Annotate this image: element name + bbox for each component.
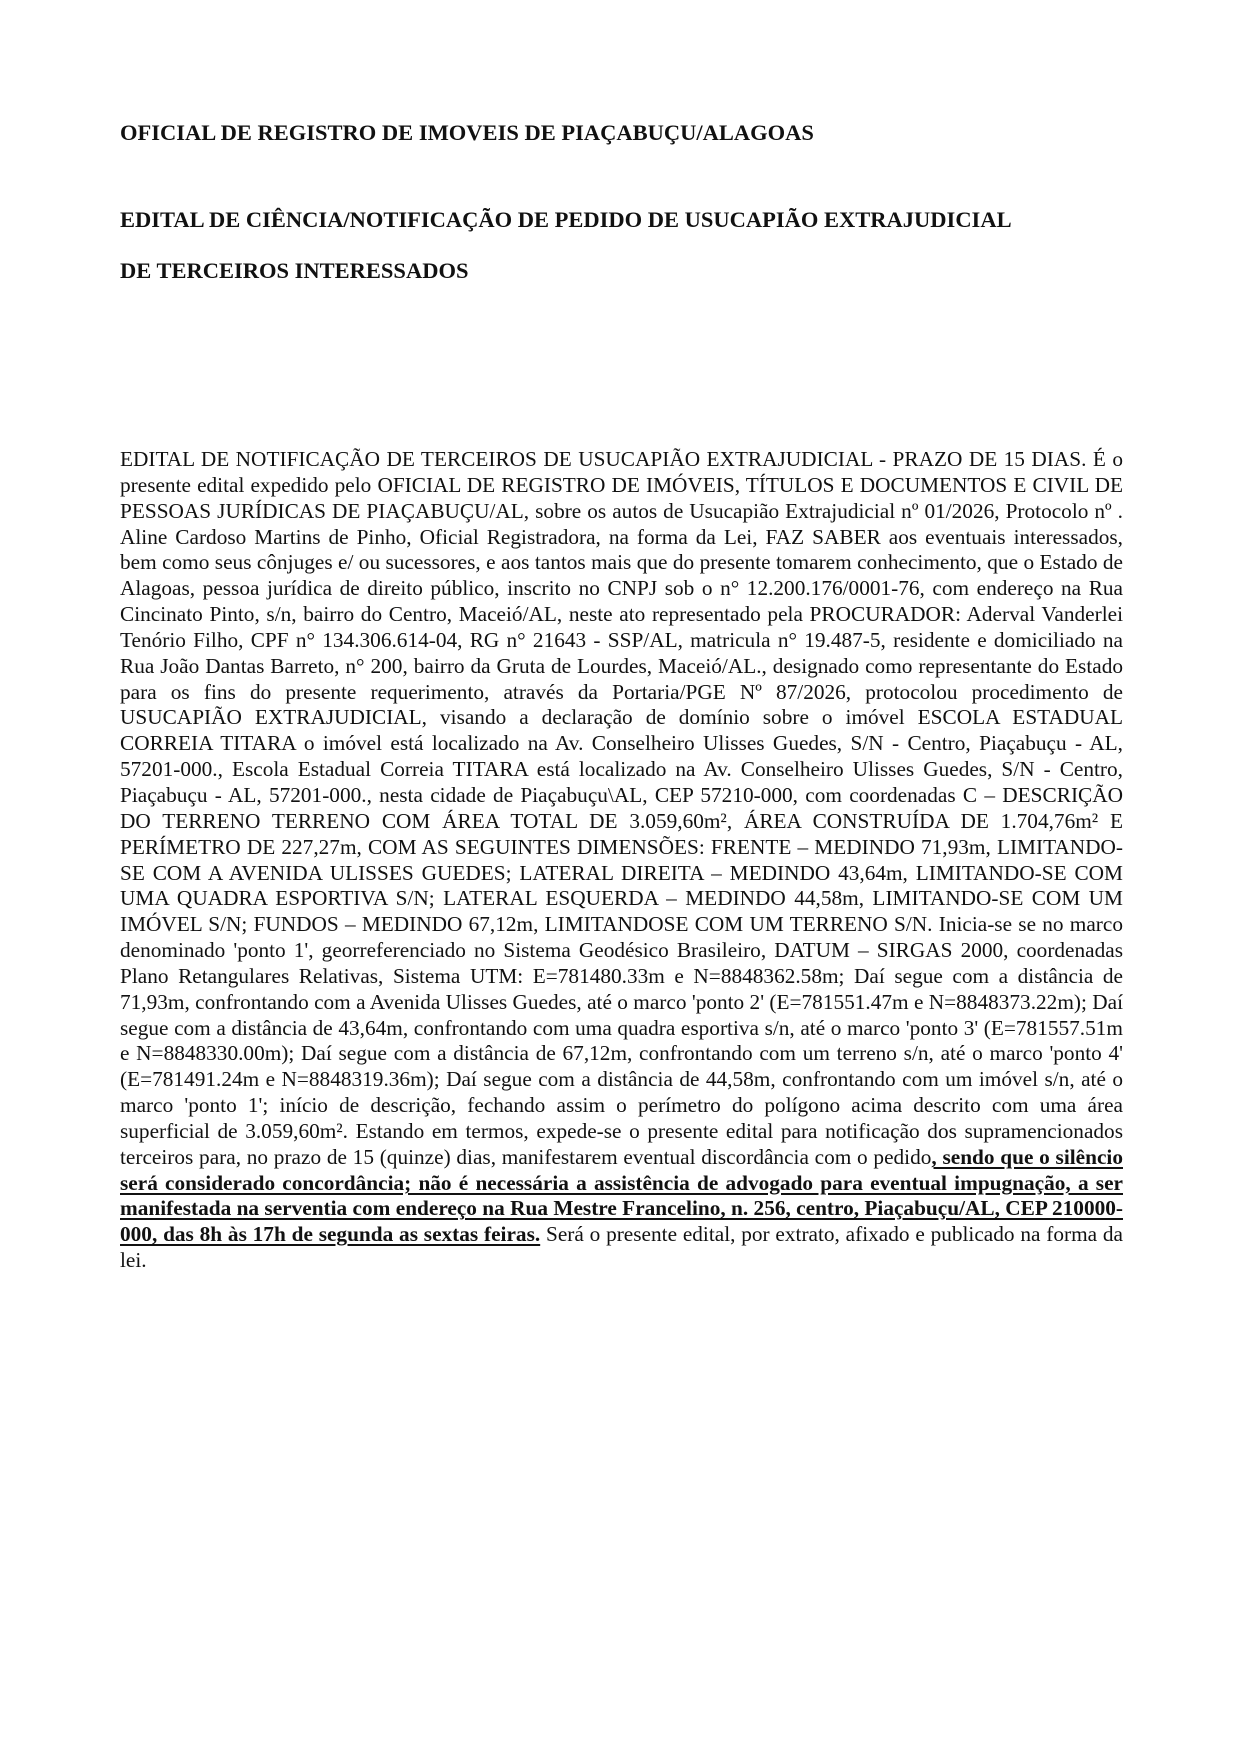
notice-body-main-text: EDITAL DE NOTIFICAÇÃO DE TERCEIROS DE USUCAPIÃO EXTRAJUDICIAL - PRAZO DE 15 DIAS. É o presente edital expedido pelo OFICIAL DE REGISTRO DE IMÓVEIS, TÍTULOS E DOCUMENTOS E CIVIL DE PESSOAS JURÍDICAS DE PIAÇABUÇU/AL, sobre os autos de Usucapião Extrajudicial nº 01/2026, Protocolo nº . Aline Cardoso Martins de Pinho, Oficial Registradora, na forma da Lei, FAZ SABER aos eventuais interessados, bem como seus cônjuges e/ ou sucessores, e aos tantos mais que do presente tomarem conhecimento, que o Estado de Alagoas, pessoa jurídica de direito público, inscrito no CNPJ sob o n° 12.200.176/0001-76, com endereço na Rua Cincinato Pinto, s/n, bairro do Centro, Maceió/AL, neste ato representado pela PROCURADOR: Aderval Vanderlei Tenório Filho, CPF n° 134.306.614-04, RG n° 21643 - SSP/AL, matricula n° 19.487-5, residente e domiciliado na Rua João Dantas Barreto, n° 200, bairro da Gruta de Lourdes, Maceió/AL., designado como representante do Estado para os fins do presente requerimento, através da Portaria/PGE Nº 87/2026, protocolou procedimento de USUCAPIÃO EXTRAJUDICIAL, visando a declaração de domínio sobre o imóvel ESCOLA ESTADUAL CORREIA TITARA o imóvel está localizado na Av. Conselheiro Ulisses Guedes, S/N - Centro, Piaçabuçu - AL, 57201-000., Escola Estadual Correia TITARA está localizado na Av. Conselheiro Ulisses Guedes, S/N - Centro, Piaçabuçu - AL, 57201-000., nesta cidade de Piaçabuçu\AL, CEP 57210-000, com coordenadas C – DESCRIÇÃO DO TERRENO TERRENO COM ÁREA TOTAL DE 3.059,60m², ÁREA CONSTRUÍDA DE 1.704,76m² E PERÍMETRO DE 227,27m, COM AS SEGUINTES DIMENSÕES: FRENTE – MEDINDO 71,93m, LIMITANDO-SE COM A AVENIDA ULISSES GUEDES; LATERAL DIREITA – MEDINDO 43,64m, LIMITANDO-SE COM UMA QUADRA ESPORTIVA S/N; LATERAL ESQUERDA – MEDINDO 44,58m, LIMITANDO-SE COM UM IMÓVEL S/N; FUNDOS – MEDINDO 67,12m, LIMITANDOSE COM UM TERRENO S/N. Inicia-se se no marco denominado 'ponto 1', georreferenciado no Sistema Geodésico Brasileiro, DATUM – SIRGAS 2000, coordenadas Plano Retangulares Relativas, Sistema UTM: E=781480.33m e N=8848362.58m; Daí segue com a distância de 71,93m, confrontando com a Avenida Ulisses Guedes, até o marco 'ponto 2' (E=781551.47m e N=8848373.22m); Daí segue com a distância de 43,64m, confrontando com uma quadra esportiva s/n, até o marco 'ponto 3' (E=781557.51m e N=8848330.00m); Daí segue com a distância de 67,12m, confrontando com um terreno s/n, até o marco 'ponto 4' (E=781491.24m e N=8848319.36m); Daí segue com a distância de 44,58m, confrontando com um imóvel s/n, até o marco 'ponto 1'; início de descrição, fechando assim o perímetro do polígono acima descrito com uma área superficial de 3.059,60m². Estando em termos, expede-se o presente edital para notificação dos supramencionados terceiros para, no prazo de 15 (quinze) dias, manifestarem eventual discordância com o pedido <box>120 447 1123 1169</box>
notice-title-line-2: DE TERCEIROS INTERESSADOS <box>120 258 469 283</box>
notice-body-closing-text: Será o presente edital, por extrato, afixado e publicado na forma da lei. <box>120 1222 1123 1273</box>
notice-body-paragraph <box>120 447 1123 1274</box>
notice-body-emphasized-text: , sendo que o silêncio será considerado concordância; não é necessária a assistência de advogado para eventual impugnação, a ser manifestada na serventia com endereço na Rua Mestre Francelino, n. 256, centro, Piaçabuçu/AL, CEP 210000-000, das 8h às 17h de segunda as sextas feiras. <box>120 1144 1123 1247</box>
registry-title: OFICIAL DE REGISTRO DE IMOVEIS DE PIAÇABUÇU/ALAGOAS <box>120 120 814 145</box>
notice-title-line-1: EDITAL DE CIÊNCIA/NOTIFICAÇÃO DE PEDIDO DE USUCAPIÃO EXTRAJUDICIAL <box>120 207 1012 232</box>
